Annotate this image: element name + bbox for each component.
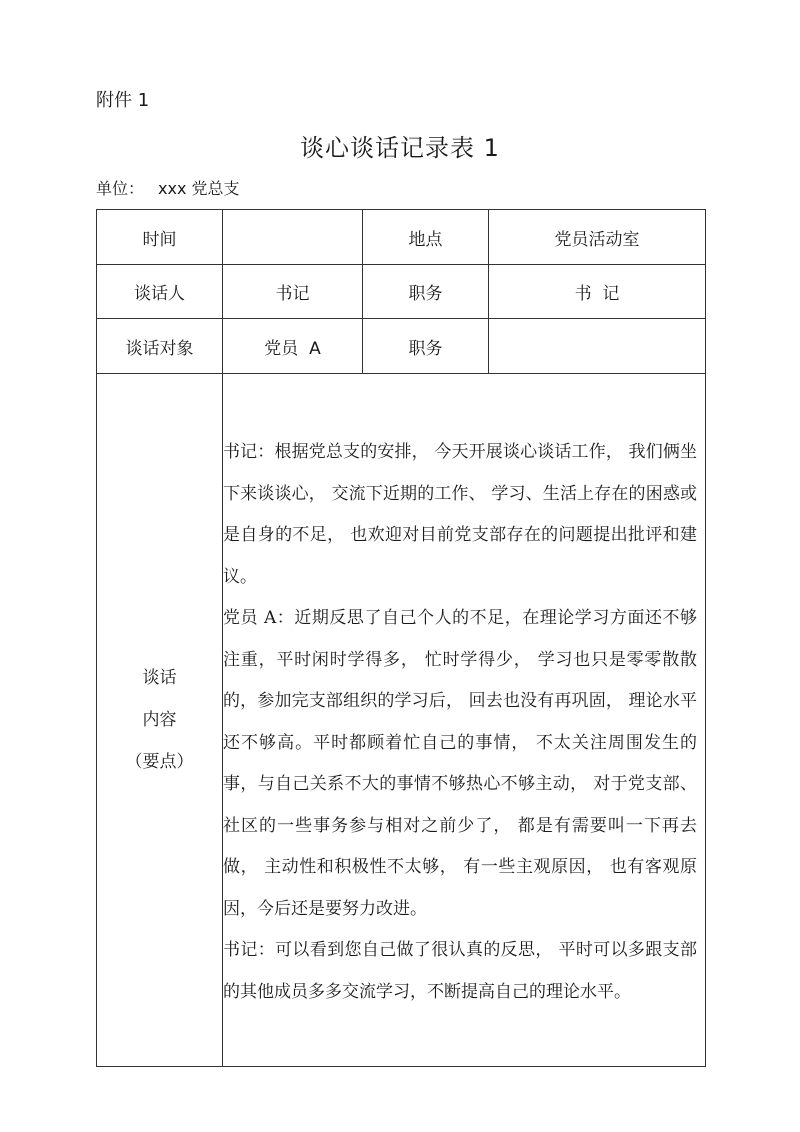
location-value: 党员活动室 <box>489 210 706 265</box>
unit-line <box>96 176 240 199</box>
interviewee-value: 党员 A <box>223 319 363 374</box>
content-paragraph: 党员 A：近期反思了自己个人的不足，在理论学习方面还不够注重，平时闲时学得多， 忙时学得少， 学习也只是零零散散的，参加完支部组织的学习后， 回去也没有再巩固， 理论水平还不够高。平时都顾着忙自己的事情， 不太关注周围发生的事，与自己关系不大的事情不够热心不够主动， 对于党支部、社区的一些事务参与相对之前少了， 都是有需要叫一下再去做， 主动性和积极性不太够， 有一些主观原因， 也有客观原因，今后还是要努力改进。 <box>223 608 697 919</box>
interviewee-position-label: 职务 <box>363 319 489 374</box>
record-table <box>96 209 706 1067</box>
interviewer-position-value: 书 记 <box>489 265 706 319</box>
interviewer-position-label: 职务 <box>363 265 489 319</box>
content-label-line: 谈话 <box>142 668 177 688</box>
interviewer-value: 书记 <box>223 265 363 319</box>
attachment-label: 附件 1 <box>96 90 150 111</box>
content-label-line: （要点） <box>125 752 194 772</box>
table-row <box>97 210 706 265</box>
content-paragraph: 书记：根据党总支的安排， 今天开展谈心谈话工作， 我们俩坐下来谈谈心， 交流下近期的工作、 学习、生活上存在的困惑或是自身的不足， 也欢迎对目前党支部存在的问题提出批评和建议。 <box>223 442 697 587</box>
content-label-line: 内容 <box>142 710 177 730</box>
content-paragraph: 书记：可以看到您自己做了很认真的反思， 平时可以多跟支部的其他成员多多交流学习，不断提高自己的理论水平。 <box>223 940 697 1002</box>
interviewee-position-value <box>489 319 706 374</box>
interviewee-label: 谈话对象 <box>97 319 223 374</box>
content-body <box>223 374 706 1067</box>
time-value <box>223 210 363 265</box>
unit-label: 单位： <box>96 179 145 198</box>
page-title: 谈心谈话记录表 1 <box>300 134 500 162</box>
content-label <box>97 374 223 1067</box>
unit-value: xxx 党总支 <box>158 179 240 198</box>
table-row <box>97 265 706 319</box>
table-row <box>97 319 706 374</box>
time-label: 时间 <box>97 210 223 265</box>
location-label: 地点 <box>363 210 489 265</box>
interviewer-label: 谈话人 <box>97 265 223 319</box>
table-row <box>97 374 706 1067</box>
